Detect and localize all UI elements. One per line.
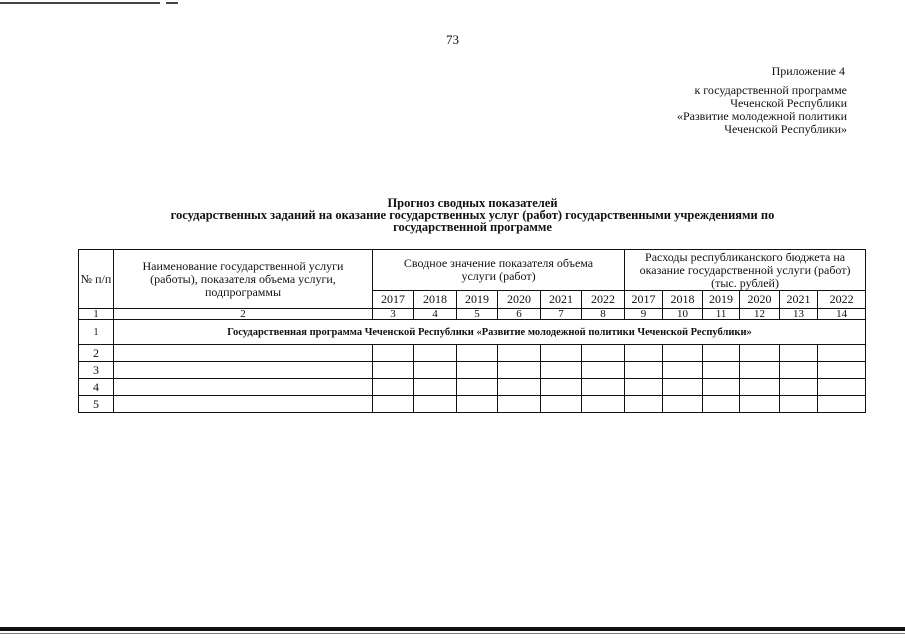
title-line: Прогноз сводных показателей — [387, 196, 558, 210]
column-number: 11 — [703, 309, 740, 320]
table-cell — [414, 379, 457, 396]
table-cell — [703, 362, 740, 379]
table-cell — [663, 345, 703, 362]
table-row — [79, 345, 866, 362]
table-cell — [780, 345, 818, 362]
year-header: 2022 — [818, 291, 866, 309]
table-cell — [663, 379, 703, 396]
row-number: 3 — [79, 362, 114, 379]
table-cell — [740, 345, 780, 362]
table-cell — [625, 379, 663, 396]
table-cell — [703, 379, 740, 396]
column-number: 13 — [780, 309, 818, 320]
table-row — [79, 362, 866, 379]
title-line: государственной программе — [393, 220, 552, 234]
row-number: 2 — [79, 345, 114, 362]
title-line: государственных заданий на оказание государственных услуг (работ) государственными учреждениями по — [170, 208, 775, 222]
column-number: 10 — [663, 309, 703, 320]
year-header: 2018 — [663, 291, 703, 309]
appendix-title: Приложение 4 — [771, 64, 845, 78]
column-number: 14 — [818, 309, 866, 320]
page-number: 73 — [446, 32, 459, 47]
appendix-line: Чеченской Республики» — [724, 122, 847, 136]
table-cell — [625, 362, 663, 379]
year-header: 2019 — [703, 291, 740, 309]
scan-artifact — [0, 627, 905, 631]
table-cell — [582, 362, 625, 379]
table-cell — [457, 345, 498, 362]
table-cell — [457, 379, 498, 396]
table-cell — [498, 345, 541, 362]
table-cell — [414, 362, 457, 379]
column-number: 9 — [625, 309, 663, 320]
column-number: 2 — [114, 309, 373, 320]
year-header: 2019 — [457, 291, 498, 309]
program-row — [79, 320, 866, 345]
table-cell — [780, 379, 818, 396]
table-cell — [541, 345, 582, 362]
column-number: 6 — [498, 309, 541, 320]
appendix-reference — [677, 84, 847, 136]
table-cell — [541, 362, 582, 379]
appendix-line: Чеченской Республики — [730, 96, 847, 110]
year-header: 2018 — [414, 291, 457, 309]
forecast-table — [78, 249, 866, 413]
table-cell — [457, 396, 498, 413]
header-expense-group: Расходы республиканского бюджета на оказание государственной услуги (работ) (тыс. рублей) — [625, 250, 866, 291]
year-header: 2017 — [373, 291, 414, 309]
table-cell — [780, 362, 818, 379]
header-indicator-group: Сводное значение показателя объема услуги (работ) — [373, 250, 625, 291]
column-number: 12 — [740, 309, 780, 320]
column-number: 4 — [414, 309, 457, 320]
table-cell — [625, 396, 663, 413]
column-number: 7 — [541, 309, 582, 320]
table-cell — [373, 362, 414, 379]
table-cell — [582, 379, 625, 396]
table-cell — [663, 396, 703, 413]
table-cell — [414, 396, 457, 413]
table-cell — [703, 345, 740, 362]
table-cell — [498, 396, 541, 413]
table-cell — [541, 379, 582, 396]
table-cell — [114, 362, 373, 379]
year-header: 2021 — [780, 291, 818, 309]
table-cell — [703, 396, 740, 413]
table-cell — [582, 345, 625, 362]
document-title — [80, 197, 865, 233]
table-cell — [818, 345, 866, 362]
column-number-row — [79, 309, 866, 320]
table-cell — [818, 396, 866, 413]
table-cell — [373, 345, 414, 362]
table-cell — [114, 345, 373, 362]
appendix-line: к государственной программе — [694, 83, 847, 97]
table-cell — [373, 379, 414, 396]
table-cell — [541, 396, 582, 413]
scan-artifact — [166, 2, 178, 4]
year-header: 2017 — [625, 291, 663, 309]
table-cell — [498, 362, 541, 379]
year-header: 2020 — [498, 291, 541, 309]
table-cell — [498, 379, 541, 396]
table-cell — [114, 379, 373, 396]
table-cell — [818, 379, 866, 396]
table-cell — [582, 396, 625, 413]
year-header: 2020 — [740, 291, 780, 309]
table-cell — [373, 396, 414, 413]
row-number: 4 — [79, 379, 114, 396]
row-number: 1 — [79, 320, 114, 345]
table-cell — [457, 362, 498, 379]
column-number: 3 — [373, 309, 414, 320]
table-cell — [625, 345, 663, 362]
program-label: Государственная программа Чеченской Республики «Развитие молодежной политики Чеченской Республики» — [114, 320, 866, 345]
scan-artifact — [0, 2, 160, 4]
header-name: Наименование государственной услуги (работы), показателя объема услуги, подпрограммы — [114, 250, 373, 309]
table-cell — [114, 396, 373, 413]
table-cell — [780, 396, 818, 413]
table-row — [79, 379, 866, 396]
column-number: 5 — [457, 309, 498, 320]
column-number: 8 — [582, 309, 625, 320]
year-header: 2021 — [541, 291, 582, 309]
appendix-line: «Развитие молодежной политики — [676, 109, 847, 123]
table-cell — [818, 362, 866, 379]
row-number: 5 — [79, 396, 114, 413]
table-cell — [414, 345, 457, 362]
year-header: 2022 — [582, 291, 625, 309]
table-row — [79, 396, 866, 413]
column-number: 1 — [79, 309, 114, 320]
table-cell — [740, 362, 780, 379]
table-cell — [740, 396, 780, 413]
scan-artifact — [0, 633, 905, 634]
table-cell — [663, 362, 703, 379]
header-number: № п/п — [79, 250, 114, 309]
table-cell — [740, 379, 780, 396]
